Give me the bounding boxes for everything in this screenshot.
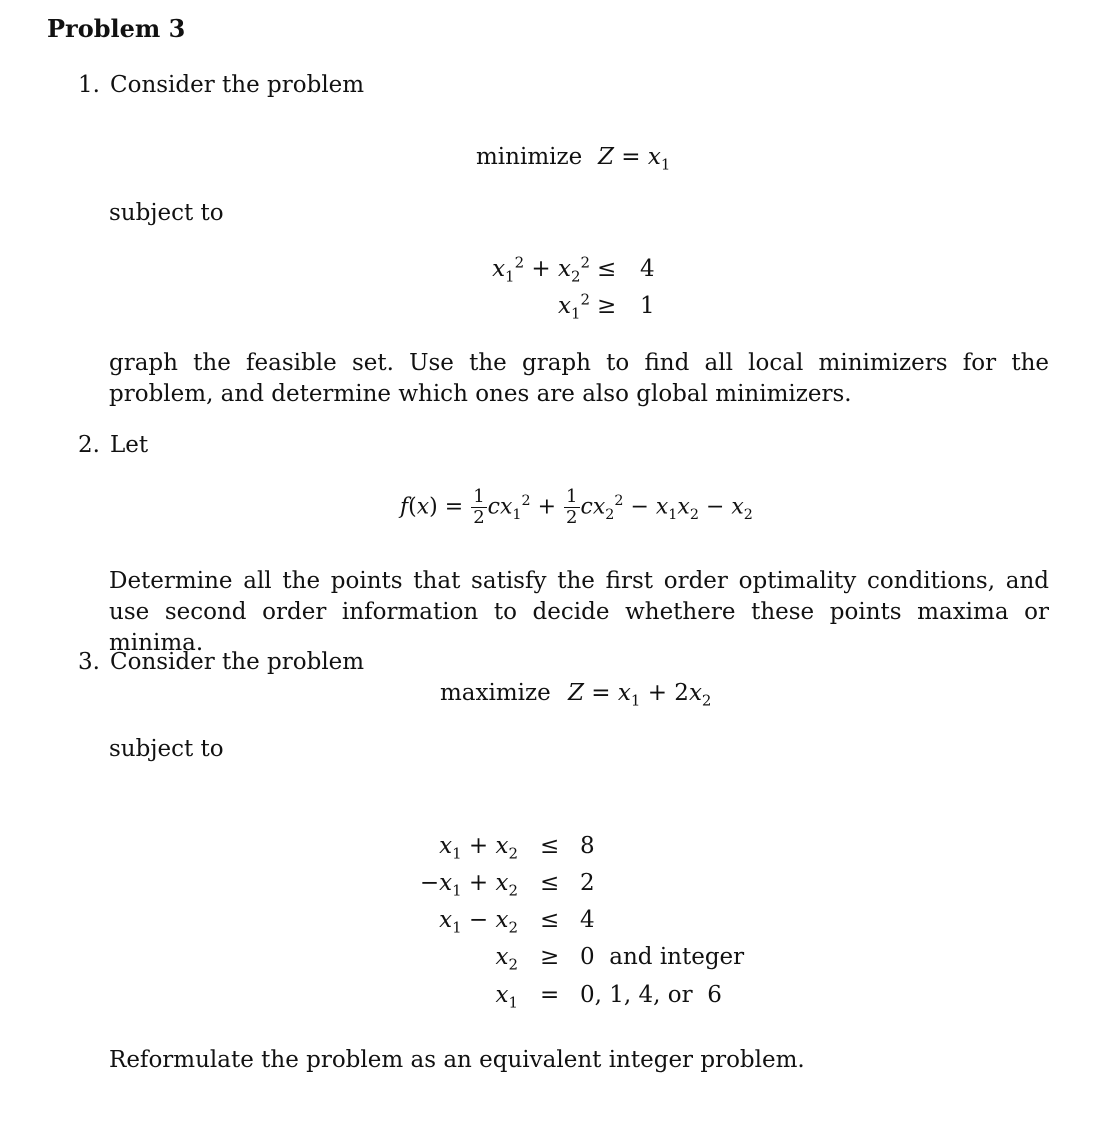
item-3-constraint-5-rel: = — [540, 982, 560, 1008]
item-1-objective-expr-text — [0, 1110, 1, 1111]
item-3-constraint-5-lhs: $x_1$ — [495, 982, 518, 1012]
item-1-number: 1. — [78, 72, 100, 98]
item-3-constraint-2-rel: ≤ — [540, 870, 560, 896]
item-3-constraint-1-rel: ≤ — [540, 833, 560, 859]
item-3-constraint-1-rhs: 8 — [580, 833, 595, 859]
problem-title: Problem 3 — [47, 14, 186, 43]
item-1-constraint-1-lhs: $x_1^2 + x_2^2$ — [492, 253, 590, 286]
item-1-objective-expr: $Z = x_1$ — [598, 144, 671, 174]
item-1-instruction: graph the feasible set. Use the graph to find all local minimizers for the problem, and determine which ones are also global minimizers. — [109, 350, 1049, 407]
item-3-constraint-2-rhs: 2 — [580, 870, 595, 896]
item-1-constraint-1-rhs: 4 — [640, 256, 655, 282]
item-2-function: f(x) = $\frac{1}{2}$ $cx_1^2$ + $\frac{1}{2}$ $cx_2^2 - x_1x_2 - x_2$ — [400, 486, 753, 528]
item-1-constraint-2-rel: ≥ — [597, 293, 617, 319]
item-3-constraint-2-lhs: $-x_1 + x_2$ — [419, 870, 518, 900]
item-3-constraint-4-lhs: $x_2$ — [495, 944, 518, 974]
item-3-constraint-4-rel: ≥ — [540, 944, 560, 970]
item-2-number: 2. — [78, 432, 100, 458]
item-3-number: 3. — [78, 649, 100, 675]
item-3-objective-keyword: maximize — [440, 680, 551, 706]
item-1-constraint-2-lhs: $x_1^2$ — [557, 290, 590, 323]
item-2-instruction: Determine all the points that satisfy the first order optimality conditions, and use second order information to decide whethere these points maxima or minima. — [109, 568, 1049, 656]
item-1-constraint-2-rhs: 1 — [640, 293, 655, 319]
item-1-subject-to: subject to — [109, 200, 224, 226]
item-1-objective-keyword: minimize — [476, 144, 583, 170]
item-3-constraint-3-lhs: $x_1 - x_2$ — [439, 907, 518, 937]
item-3-objective-expr: $Z = x_1 + 2x_2$ — [568, 680, 712, 710]
item-3-constraint-5-rhs: 0, 1, 4, or 6 — [580, 982, 722, 1008]
item-3-constraint-3-rhs: 4 — [580, 907, 595, 933]
item-2-intro: Let — [110, 432, 149, 458]
item-1-constraint-1-rel: ≤ — [597, 256, 617, 282]
item-3-constraint-3-rel: ≤ — [540, 907, 560, 933]
item-3-intro: Consider the problem — [110, 649, 365, 675]
item-3-constraint-1-lhs: $x_1 + x_2$ — [439, 833, 518, 863]
item-3-instruction: Reformulate the problem as an equivalent integer problem. — [109, 1047, 805, 1073]
item-3-subject-to: subject to — [109, 736, 224, 762]
item-3-constraint-4-rhs: 0 and integer — [580, 944, 745, 970]
item-1-intro: Consider the problem — [110, 72, 365, 98]
